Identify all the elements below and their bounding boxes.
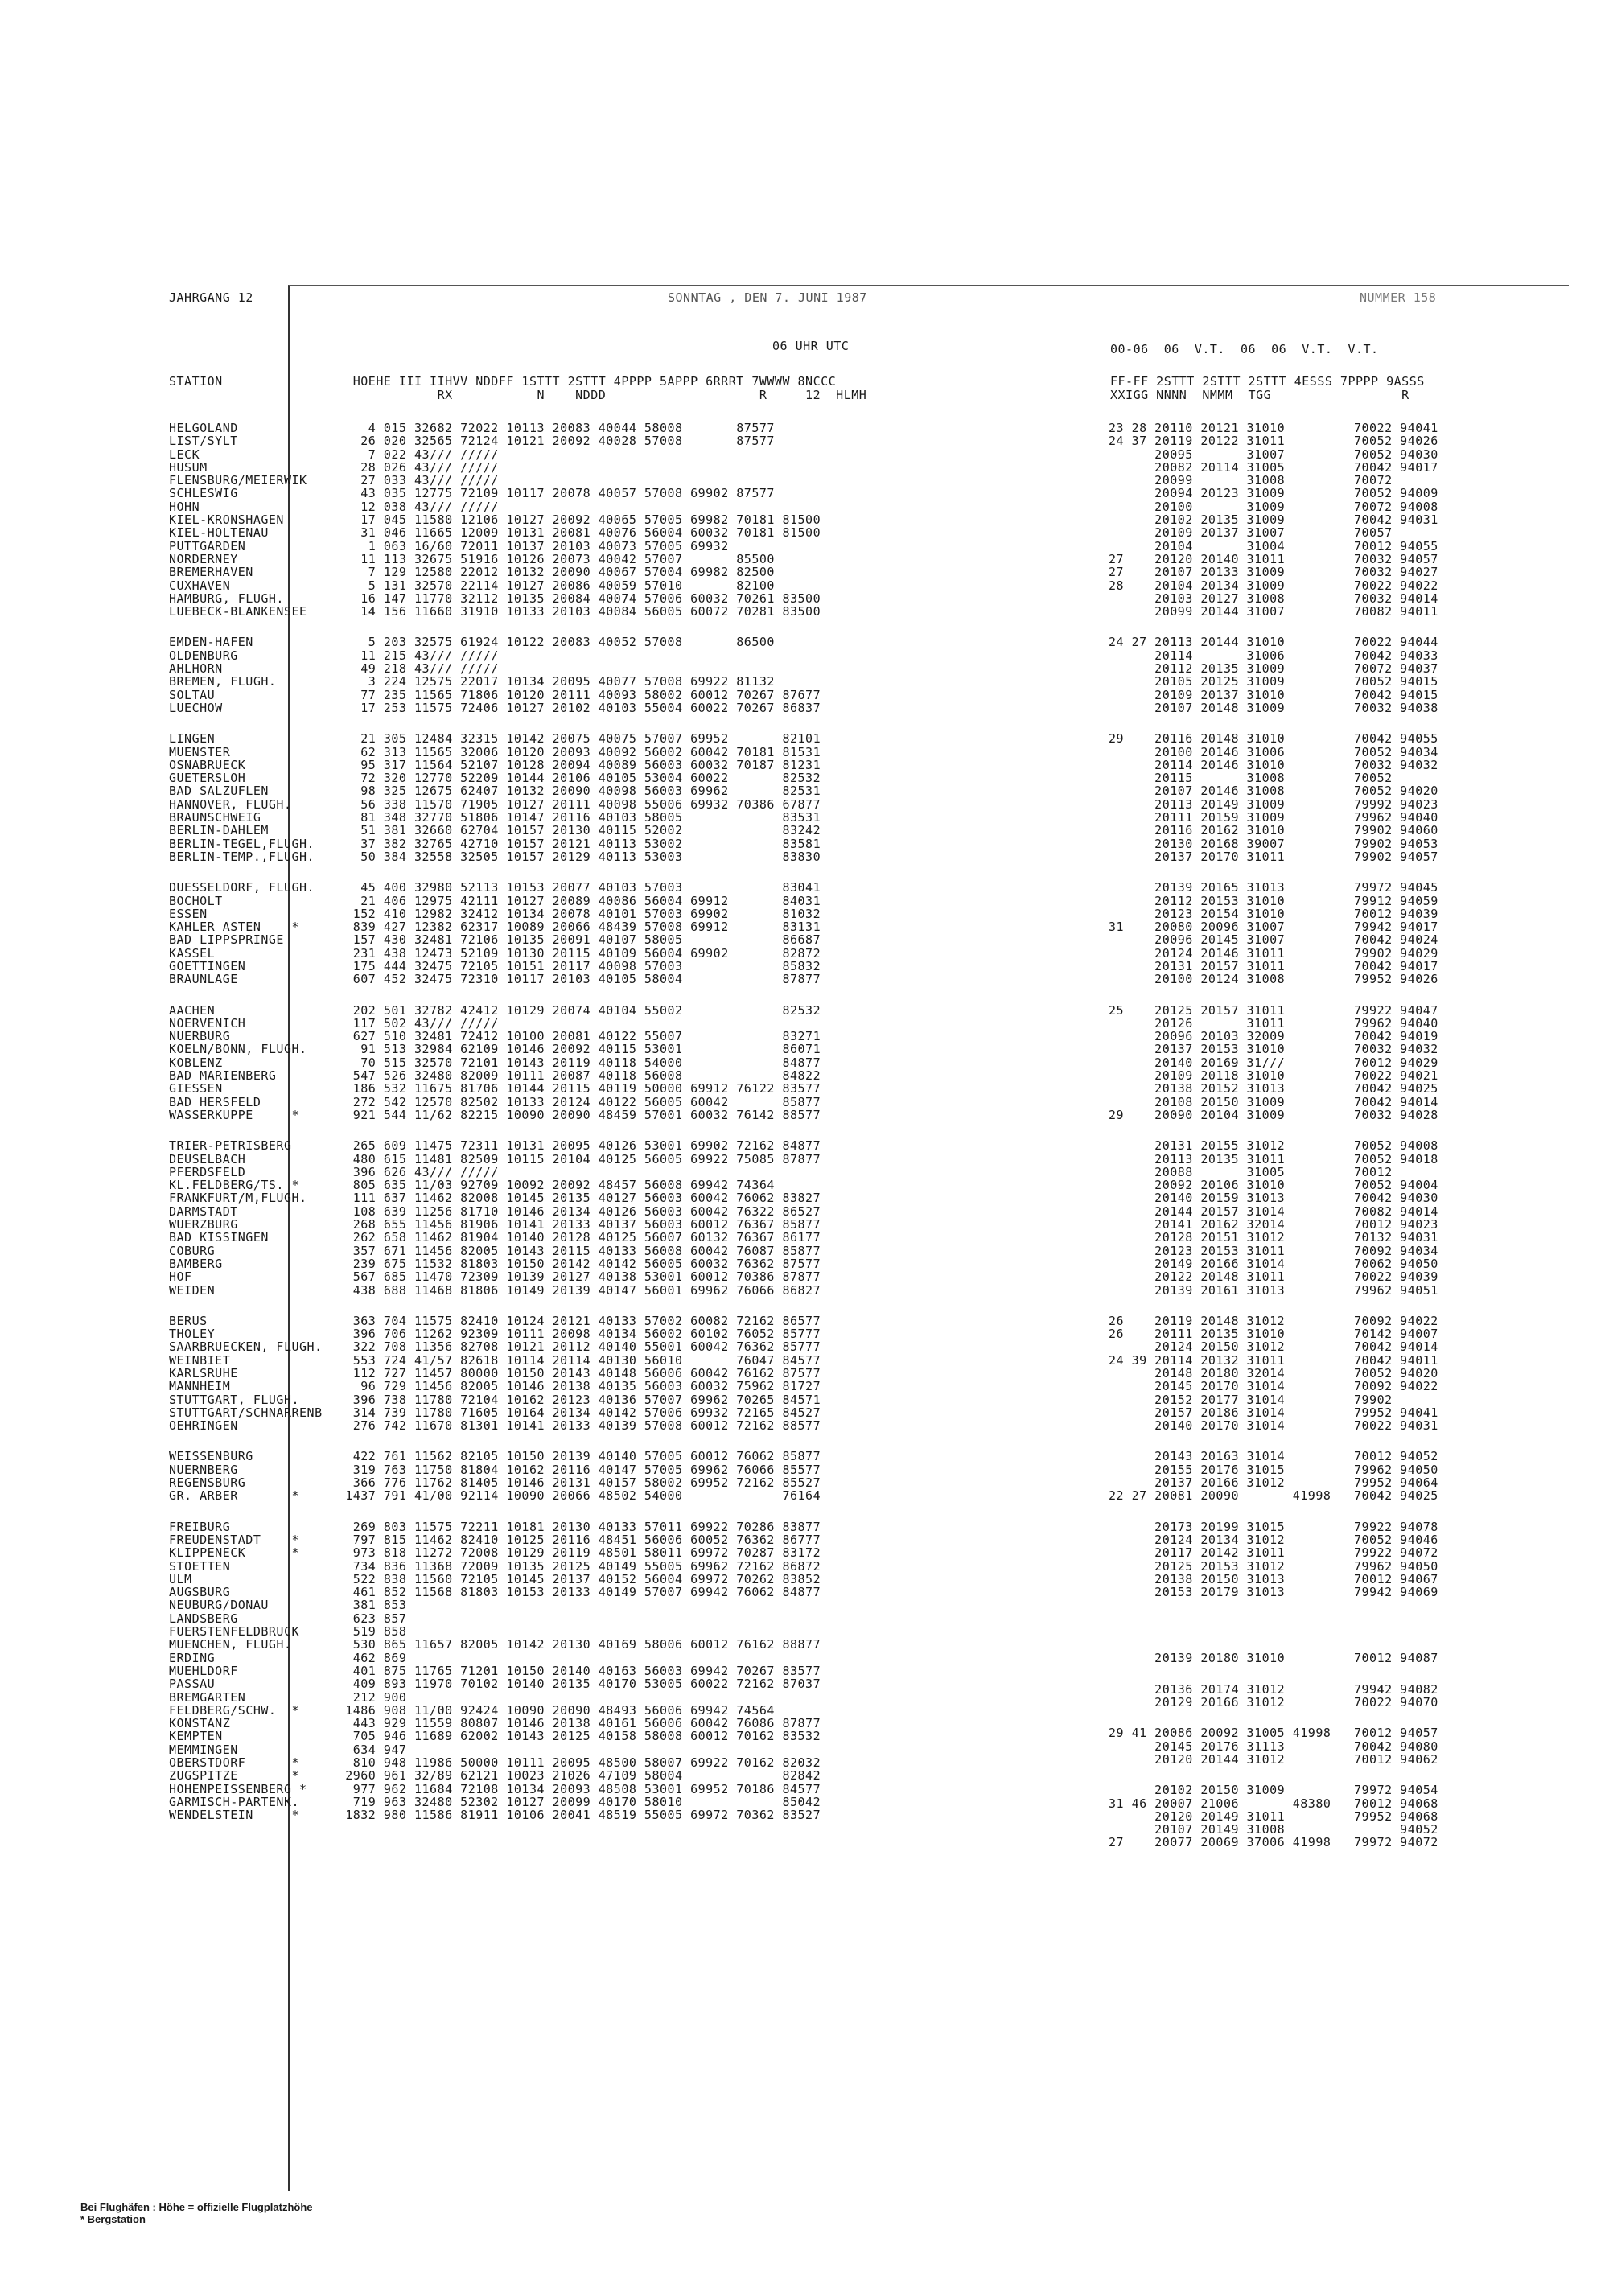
station-row-extra: 20107 20149 31008 94052: [1109, 1822, 1438, 1837]
station-row-extra: 20131 20157 31011 70042 94017: [1109, 958, 1438, 973]
station-row: ZUGSPITZE * 2960 961 32/89 62121 10023 21026 47109 58004 82842: [169, 1768, 821, 1784]
station-row: BERLIN-DAHLEM 51 381 32660 62704 10157 20130 40115 52002 83242: [169, 823, 821, 838]
station-row: BAD LIPPSPRINGE 157 430 32481 72106 10135 20091 40107 58005 86687: [169, 932, 821, 948]
station-row: BOCHOLT 21 406 12975 42111 10127 20089 40086 56004 69912 84031: [169, 893, 821, 908]
station-row-extra: 20130 20168 39007 79902 94053: [1109, 836, 1438, 851]
footnotes: [80, 2201, 313, 2225]
station-row-extra: 20152 20177 31014 79902: [1109, 1392, 1393, 1407]
station-row: [169, 1432, 821, 1450]
observation-time: 06 UHR UTC: [772, 339, 850, 353]
station-row-extra: 31 20080 20096 31007 79942 94017: [1109, 920, 1438, 935]
station-row-extra: 20149 20166 31014 70062 94050: [1109, 1256, 1438, 1271]
station-row: MUEHLDORF 401 875 11765 71201 10150 20140 40163 56003 69942 70267 83577: [169, 1663, 821, 1678]
station-row: EMDEN-HAFEN 5 203 32575 61924 10122 20083 40052 57008 86500: [169, 635, 775, 650]
station-row-extra: 20144 20157 31014 70082 94014: [1109, 1204, 1438, 1219]
station-row-extra: 29 20090 20104 31009 70032 94028: [1109, 1107, 1438, 1122]
footnote-mountain-station: * Bergstation: [80, 2213, 146, 2225]
station-row: KLIPPENECK * 973 818 11272 72008 10129 20119 48501 58011 69972 70287 83172: [169, 1545, 821, 1561]
station-row-extra: 20125 20153 31012 79962 94050: [1109, 1558, 1438, 1574]
station-row-extra: 20148 20180 32014 70052 94020: [1109, 1366, 1438, 1380]
station-row-extra: 20120 20149 31011 79952 94068: [1109, 1808, 1438, 1824]
station-row-extra: 20137 20153 31010 70032 94032: [1109, 1042, 1438, 1057]
right-group-header: 00-06 06 V.T. 06 06 V.T. V.T.: [1110, 342, 1379, 356]
station-row: HOHN 12 038 43/// /////: [169, 499, 499, 514]
station-row-extra: 20096 20103 32009 70042 94019: [1109, 1029, 1438, 1044]
station-row-extra: 20122 20148 31011 70022 94039: [1109, 1269, 1438, 1285]
station-row: HOHENPEISSENBERG * 977 962 11684 72108 10134 20093 48508 53001 69952 70186 84577: [169, 1781, 821, 1796]
station-row: DARMSTADT 108 639 11256 81710 10146 20134 40126 56003 60042 76322 86527: [169, 1204, 821, 1219]
station-row: FLENSBURG/MEIERWIK 27 033 43/// /////: [169, 473, 499, 488]
station-row-extra: 31 46 20007 21006 48380 70012 94068: [1109, 1796, 1438, 1811]
station-row-extra: [1109, 1634, 1438, 1652]
station-row: WUERZBURG 268 655 11456 81906 10141 20133 40137 56003 60012 76367 85877: [169, 1217, 821, 1232]
station-table-left: [169, 422, 821, 1822]
station-row-extra: 20136 20174 31012 79942 94082: [1109, 1681, 1438, 1697]
station-row-extra: 20153 20179 31013 79942 94069: [1109, 1585, 1438, 1600]
station-row: DEUSELBACH 480 615 11481 82509 10115 20104 40125 56005 69922 75085 87877: [169, 1151, 821, 1167]
station-row: BAD MARIENBERG 547 526 32480 82009 10111 20087 40118 56008 84822: [169, 1068, 821, 1084]
station-row: [169, 1297, 821, 1315]
station-row-extra: 20138 20152 31013 70042 94025: [1109, 1081, 1438, 1097]
station-row: OSNABRUECK 95 317 11564 52107 10128 20094 40089 56003 60032 70187 81231: [169, 757, 821, 772]
footnote-airport-height: Bei Flughäfen : Höhe = offizielle Flugplatzhöhe: [80, 2201, 313, 2213]
station-row: NOERVENICH 117 502 43/// /////: [169, 1015, 499, 1031]
station-row-extra: 20138 20150 31013 70012 94067: [1109, 1571, 1438, 1586]
station-row-extra: 27 20107 20133 31009 70032 94027: [1109, 565, 1438, 580]
station-row-extra: 20173 20199 31015 79922 94078: [1109, 1519, 1438, 1534]
station-row: PASSAU 409 893 11970 70102 10140 20135 40170 53005 60022 72162 87037: [169, 1677, 821, 1692]
station-row: [169, 1503, 821, 1520]
station-row: BREMEN, FLUGH. 3 224 12575 22017 10134 20095 40077 57008 69922 81132: [169, 674, 775, 689]
station-row-extra: [1109, 1121, 1438, 1139]
station-row: PUTTGARDEN 1 063 16/60 72011 10137 20103 40073 57005 69932: [169, 538, 729, 553]
station-row-extra: 20100 20146 31006 70052 94034: [1109, 744, 1438, 759]
station-row: BREMGARTEN 212 900: [169, 1689, 407, 1705]
station-row: GIESSEN 186 532 11675 81706 10144 20115 40119 50000 69912 76122 83577: [169, 1081, 821, 1097]
station-row: WEIDEN 438 688 11468 81806 10149 20139 40147 56001 69962 76066 86827: [169, 1282, 821, 1298]
station-row-extra: 20123 20154 31010 70012 94039: [1109, 906, 1438, 921]
station-row: NUERNBERG 319 763 11750 81804 10162 20116 40147 57005 69962 76066 85577: [169, 1462, 821, 1477]
station-row-extra: 20105 20125 31009 70052 94015: [1109, 674, 1438, 689]
left-column-headers: STATION HOEHE III IIHVV NDDFF 1STTT 2STTT 4PPPP 5APPP 6RRRT 7WWWW 8NCCC RX N NDDD R 12 HLMH: [169, 374, 867, 402]
station-row-extra: 20108 20150 31009 70042 94014: [1109, 1094, 1438, 1109]
station-row-extra: 20104 31004 70012 94055: [1109, 538, 1438, 553]
station-row-extra: 20103 20127 31008 70032 94014: [1109, 590, 1438, 606]
station-row-extra: [1109, 1432, 1438, 1450]
station-row: BRAUNLAGE 607 452 32475 72310 10117 20103 40105 58004 87877: [169, 972, 821, 987]
station-row-extra: 20113 20149 31009 79992 94023: [1109, 796, 1438, 812]
station-row: THOLEY 396 706 11262 92309 10111 20098 40134 56002 60102 76052 85777: [169, 1327, 821, 1342]
station-row-extra: 20099 31008 70072: [1109, 473, 1393, 488]
station-row-extra: 23 28 20110 20121 31010 70022 94041: [1109, 421, 1438, 435]
station-row: GOETTINGEN 175 444 32475 72105 10151 20117 40098 57003 85832: [169, 958, 821, 973]
station-row-extra: 20155 20176 31015 79962 94050: [1109, 1462, 1438, 1477]
station-row-extra: [1109, 1709, 1438, 1726]
station-row-extra: 27 20120 20140 31011 70032 94057: [1109, 551, 1438, 566]
station-row-extra: 20095 31007 70052 94030: [1109, 446, 1438, 462]
station-row-extra: 20124 20150 31012 70042 94014: [1109, 1339, 1438, 1355]
station-row-extra: 20139 20161 31013 79962 94051: [1109, 1282, 1438, 1298]
year-label: JAHRGANG 12: [169, 290, 253, 305]
station-row: KOELN/BONN, FLUGH. 91 513 32984 62109 10146 20092 40115 53001 86071: [169, 1042, 821, 1057]
station-row-extra: 20140 20169 31/// 70012 94029: [1109, 1055, 1438, 1070]
station-row: STUTTGART, FLUGH. 396 738 11780 72104 10162 20123 40136 57007 69962 70265 84571: [169, 1392, 821, 1407]
station-row: REGENSBURG 366 776 11762 81405 10146 20131 40157 58002 69952 72162 85527: [169, 1475, 821, 1491]
station-row-extra: 20109 20137 31007 70057: [1109, 525, 1393, 541]
station-row-extra: [1109, 1599, 1438, 1616]
station-row: MUENCHEN, FLUGH. 530 865 11657 82005 10142 20130 40169 58006 60012 76162 88877: [169, 1637, 821, 1652]
station-row-extra: 20088 31005 70012: [1109, 1164, 1393, 1179]
station-row-extra: 20109 20137 31010 70042 94015: [1109, 687, 1438, 702]
station-row-extra: [1109, 863, 1438, 881]
station-row: FRANKFURT/M,FLUGH. 111 637 11462 82008 10145 20135 40127 56003 60042 76062 83827: [169, 1191, 821, 1206]
station-row-extra: 28 20104 20134 31009 70022 94022: [1109, 578, 1438, 593]
station-row: BAD SALZUFLEN 98 325 12675 62407 10132 20090 40098 56003 69962 82531: [169, 784, 821, 799]
station-row: FREUDENSTADT * 797 815 11462 82410 10125 20116 48451 56006 60052 76362 86777: [169, 1532, 821, 1547]
station-row: KIEL-HOLTENAU 31 046 11665 12009 10131 20081 40076 56004 60032 70181 81500: [169, 525, 821, 541]
station-row-extra: [1109, 618, 1438, 636]
date-label: SONNTAG , DEN 7. JUNI 1987: [668, 290, 867, 305]
station-row: LANDSBERG 623 857: [169, 1611, 407, 1626]
station-row: [169, 986, 821, 1004]
station-row: WEISSENBURG 422 761 11562 82105 10150 20139 40140 57005 60012 76062 85877: [169, 1449, 821, 1464]
station-row: MANNHEIM 96 729 11456 82005 10146 20138 40135 56003 60032 75962 81727: [169, 1379, 821, 1394]
station-row: BAD HERSFELD 272 542 12570 82502 10133 20124 40122 56005 60042 85877: [169, 1094, 821, 1109]
issue-number: NUMMER 158: [1360, 290, 1437, 305]
station-row: HOF 567 685 11470 72309 10139 20127 40138 53001 60012 70386 87877: [169, 1269, 821, 1285]
station-row-extra: 20109 20118 31010 70022 94021: [1109, 1068, 1438, 1084]
station-row-extra: 20112 20153 31010 79912 94059: [1109, 893, 1438, 908]
station-row: BERUS 363 704 11575 82410 10124 20121 40133 57002 60082 72162 86577: [169, 1313, 821, 1328]
station-row: MUENSTER 62 313 11565 32006 10120 20093 40092 56002 60042 70181 81531: [169, 744, 821, 759]
station-row-extra: [1109, 714, 1438, 732]
station-row: TRIER-PETRISBERG 265 609 11475 72311 10131 20095 40126 53001 69902 72162 84877: [169, 1138, 821, 1154]
station-row: GR. ARBER * 1437 791 41/00 92114 10090 20066 48502 54000 76164: [169, 1488, 821, 1504]
station-row-extra: 20123 20153 31011 70092 94034: [1109, 1243, 1438, 1258]
station-row-extra: 20120 20144 31012 70012 94062: [1109, 1751, 1438, 1767]
station-row: STOETTEN 734 836 11368 72009 10135 20125 40149 55005 69962 72162 86872: [169, 1558, 821, 1574]
station-row-extra: [1109, 1616, 1438, 1634]
station-row: BRAUNSCHWEIG 81 348 32770 51806 10147 20116 40103 58005 83531: [169, 810, 821, 825]
right-column-headers: FF-FF 2STTT 2STTT 2STTT 4ESSS 7PPPP 9ASSS XXIGG NNNN NMMM TGG R: [1110, 374, 1425, 402]
station-row: ERDING 462 869: [169, 1650, 407, 1665]
station-table-right: [1109, 422, 1438, 1850]
station-row-extra: 20145 20176 31113 70042 94080: [1109, 1738, 1438, 1754]
station-row-extra: 20124 20134 31012 70052 94046: [1109, 1532, 1438, 1547]
station-row: KARLSRUHE 112 727 11457 80000 10150 20143 40148 56006 60042 76162 87577: [169, 1366, 821, 1380]
station-row: KL.FELDBERG/TS. * 805 635 11/03 92709 10092 20092 48457 56008 69942 74364: [169, 1178, 775, 1193]
station-row-extra: 24 39 20114 20132 31011 70042 94011: [1109, 1352, 1438, 1368]
station-row: NORDERNEY 11 113 32675 51916 10126 20073 40042 57007 85500: [169, 551, 775, 566]
station-row-extra: 20139 20165 31013 79972 94045: [1109, 880, 1438, 895]
station-row-extra: 29 20116 20148 31010 70042 94055: [1109, 731, 1438, 747]
station-row-extra: 20124 20146 31011 79902 94029: [1109, 945, 1438, 961]
station-row-extra: 20082 20114 31005 70042 94017: [1109, 459, 1438, 475]
station-row: BREMERHAVEN 7 129 12580 22012 10132 20090 40067 57004 69982 82500: [169, 565, 775, 580]
station-row: WEINBIET 553 724 41/57 82618 10114 20114 40130 56010 76047 84577: [169, 1352, 821, 1368]
station-row: AHLHORN 49 218 43/// /////: [169, 661, 499, 677]
station-row-extra: 20128 20151 31012 70132 94031: [1109, 1230, 1438, 1245]
station-row-extra: 24 37 20119 20122 31011 70052 94026: [1109, 434, 1438, 449]
station-row-extra: 27 20077 20069 37006 41998 79972 94072: [1109, 1835, 1438, 1850]
station-row: DUESSELDORF, FLUGH. 45 400 32980 52113 10153 20077 40103 57003 83041: [169, 880, 821, 895]
station-row-extra: 20113 20135 31011 70052 94018: [1109, 1151, 1438, 1167]
station-row: KAHLER ASTEN * 839 427 12382 62317 10089 20066 48439 57008 69912 83131: [169, 920, 821, 935]
station-row-extra: 25 20125 20157 31011 79922 94047: [1109, 1002, 1438, 1018]
station-row-extra: 20112 20135 31009 70072 94037: [1109, 661, 1438, 677]
station-row: KEMPTEN 705 946 11689 62002 10143 20125 40158 58008 60012 70162 83532: [169, 1729, 821, 1744]
station-row-extra: 20099 20144 31007 70082 94011: [1109, 604, 1438, 619]
station-row-extra: 20114 20146 31010 70032 94032: [1109, 757, 1438, 772]
station-row: GUETERSLOH 72 320 12770 52209 10144 20106 40105 53004 60022 82532: [169, 771, 821, 786]
station-row: SCHLESWIG 43 035 12775 72109 10117 20078 40057 57008 69902 87577: [169, 486, 775, 501]
station-row: [169, 714, 821, 732]
station-row-extra: 20140 20170 31014 70022 94031: [1109, 1418, 1438, 1434]
station-row-extra: 20157 20186 31014 79952 94041: [1109, 1405, 1438, 1420]
station-row-extra: 24 27 20113 20144 31010 70022 94044: [1109, 635, 1438, 650]
station-row-extra: [1109, 1297, 1438, 1315]
station-row: PFERDSFELD 396 626 43/// /////: [169, 1164, 499, 1179]
station-row: [169, 618, 821, 636]
station-row: LIST/SYLT 26 020 32565 72124 10121 20092 40028 57008 87577: [169, 434, 775, 449]
station-row-extra: 20143 20163 31014 70012 94052: [1109, 1449, 1438, 1464]
station-row: SAARBRUECKEN, FLUGH. 322 708 11356 82708 10121 20112 40140 55001 60042 76362 85777: [169, 1339, 821, 1355]
station-row: KASSEL 231 438 12473 52109 10130 20115 40109 56004 69902 82872: [169, 945, 821, 961]
station-row: FUERSTENFELDBRUCK 519 858: [169, 1624, 407, 1640]
station-row-extra: [1109, 1766, 1438, 1784]
station-row: KIEL-KRONSHAGEN 17 045 11580 12106 10127 20092 40065 57005 69982 70181 81500: [169, 512, 821, 528]
station-row: BAD KISSINGEN 262 658 11462 81904 10140 20128 40125 56007 60132 76367 86177: [169, 1230, 821, 1245]
station-row-extra: 20116 20162 31010 79902 94060: [1109, 823, 1438, 838]
station-row-extra: 20139 20180 31010 70012 94087: [1109, 1651, 1438, 1666]
station-row: LINGEN 21 305 12484 32315 10142 20075 40075 57007 69952 82101: [169, 731, 821, 747]
station-row: COBURG 357 671 11456 82005 10143 20115 40133 56008 60042 76087 85877: [169, 1243, 821, 1258]
station-row-extra: 20102 20135 31009 70042 94031: [1109, 512, 1438, 528]
station-row-extra: 20115 31008 70052: [1109, 771, 1393, 786]
station-row: BAMBERG 239 675 11532 81803 10150 20142 40142 56005 60032 76362 87577: [169, 1256, 821, 1271]
station-row-extra: 20145 20170 31014 70092 94022: [1109, 1379, 1438, 1394]
station-row: FELDBERG/SCHW. * 1486 908 11/00 92424 10090 20090 48493 56006 69942 74564: [169, 1702, 775, 1718]
station-row-extra: [1109, 1665, 1438, 1683]
station-row-extra: 26 20111 20135 31010 70142 94007: [1109, 1327, 1438, 1342]
station-row: HELGOLAND 4 015 32682 72022 10113 20083 40044 58008 87577: [169, 421, 775, 435]
station-row: KONSTANZ 443 929 11559 80807 10146 20138 40161 56006 60042 76086 87877: [169, 1716, 821, 1731]
station-row-extra: 20107 20146 31008 70052 94020: [1109, 784, 1438, 799]
station-row-extra: 29 41 20086 20092 31005 41998 70012 94057: [1109, 1726, 1438, 1741]
station-row-extra: 20092 20106 31010 70052 94004: [1109, 1178, 1438, 1193]
station-row: LUECHOW 17 253 11575 72406 10127 20102 40103 55004 60022 70267 86837: [169, 700, 821, 715]
station-row: CUXHAVEN 5 131 32570 22114 10127 20086 40059 57010 82100: [169, 578, 775, 593]
station-row-extra: 20102 20150 31009 79972 94054: [1109, 1783, 1438, 1798]
station-row-extra: 20137 20170 31011 79902 94057: [1109, 849, 1438, 864]
station-row-extra: 20111 20159 31009 79962 94040: [1109, 810, 1438, 825]
station-row: SOLTAU 77 235 11565 71806 10120 20111 40093 58002 60012 70267 87677: [169, 687, 821, 702]
station-row: ULM 522 838 11560 72105 10145 20137 40152 56004 69972 70262 83852: [169, 1571, 821, 1586]
station-row-extra: 20140 20159 31013 70042 94030: [1109, 1191, 1438, 1206]
station-row: BERLIN-TEMP.,FLUGH. 50 384 32558 32505 10157 20129 40113 53003 83830: [169, 849, 821, 864]
station-row-extra: 20107 20148 31009 70032 94038: [1109, 700, 1438, 715]
station-row: HUSUM 28 026 43/// /////: [169, 459, 499, 475]
station-row: HAMBURG, FLUGH. 16 147 11770 32112 10135 20084 40074 57006 60032 70261 83500: [169, 590, 821, 606]
station-row-extra: 20094 20123 31009 70052 94009: [1109, 486, 1438, 501]
station-row: WENDELSTEIN * 1832 980 11586 81911 10106 20041 48519 55005 69972 70362 83527: [169, 1808, 821, 1823]
station-row: AUGSBURG 461 852 11568 81803 10153 20133 40149 57007 69942 76062 84877: [169, 1585, 821, 1600]
station-row-extra: 20114 31006 70042 94033: [1109, 648, 1438, 663]
station-row: [169, 1121, 821, 1139]
station-row: AACHEN 202 501 32782 42412 10129 20074 40104 55002 82532: [169, 1002, 821, 1018]
station-row: LUEBECK-BLANKENSEE 14 156 11660 31910 10133 20103 40084 56005 60072 70281 83500: [169, 604, 821, 619]
station-row: FREIBURG 269 803 11575 72211 10181 20130 40133 57011 69922 70286 83877: [169, 1519, 821, 1534]
station-row: MEMMINGEN 634 947: [169, 1742, 407, 1757]
station-row: BERLIN-TEGEL,FLUGH. 37 382 32765 42710 10157 20121 40113 53002 83581: [169, 836, 821, 851]
station-row: OBERSTDORF * 810 948 11986 50000 10111 20095 48500 58007 69922 70162 82032: [169, 1755, 821, 1771]
station-row: [169, 863, 821, 881]
station-row: NEUBURG/DONAU 381 853: [169, 1598, 407, 1613]
station-row-extra: 20100 31009 70072 94008: [1109, 499, 1438, 514]
station-row-extra: 20137 20166 31012 79952 94064: [1109, 1475, 1438, 1491]
station-row: LECK 7 022 43/// /////: [169, 446, 499, 462]
station-row: OLDENBURG 11 215 43/// /////: [169, 648, 499, 663]
station-row: ESSEN 152 410 12982 32412 10134 20078 40101 57003 69902 81032: [169, 906, 821, 921]
station-row-extra: 20096 20145 31007 70042 94024: [1109, 932, 1438, 948]
station-row: STUTTGART/SCHNARRENB 314 739 11780 71605 10164 20134 40142 57006 69932 72165 84527: [169, 1405, 821, 1420]
station-row-extra: 20129 20166 31012 70022 94070: [1109, 1695, 1438, 1710]
station-row: HANNOVER, FLUGH. 56 338 11570 71905 10127 20111 40098 55006 69932 70386 67877: [169, 796, 821, 812]
station-row-extra: 20131 20155 31012 70052 94008: [1109, 1138, 1438, 1154]
station-row: NUERBURG 627 510 32481 72412 10100 20081 40122 55007 83271: [169, 1029, 821, 1044]
station-row-extra: 20100 20124 31008 79952 94026: [1109, 972, 1438, 987]
station-row-extra: 20126 31011 79962 94040: [1109, 1015, 1438, 1031]
station-row: GARMISCH-PARTENK. 719 963 32480 52302 10127 20099 40170 58010 85042: [169, 1794, 821, 1809]
station-row-extra: 20141 20162 32014 70012 94023: [1109, 1217, 1438, 1232]
station-row: KOBLENZ 70 515 32570 72101 10143 20119 40118 54000 84877: [169, 1055, 821, 1070]
station-row-extra: [1109, 1503, 1438, 1520]
station-row-extra: 22 27 20081 20090 41998 70042 94025: [1109, 1488, 1438, 1504]
station-row: WASSERKUPPE * 921 544 11/62 82215 10090 20090 48459 57001 60032 76142 88577: [169, 1107, 821, 1122]
station-row-extra: 26 20119 20148 31012 70092 94022: [1109, 1313, 1438, 1328]
station-row: OEHRINGEN 276 742 11670 81301 10141 20133 40139 57008 60012 72162 88577: [169, 1418, 821, 1434]
station-row-extra: 20117 20142 31011 79922 94072: [1109, 1545, 1438, 1561]
station-row-extra: [1109, 986, 1438, 1004]
